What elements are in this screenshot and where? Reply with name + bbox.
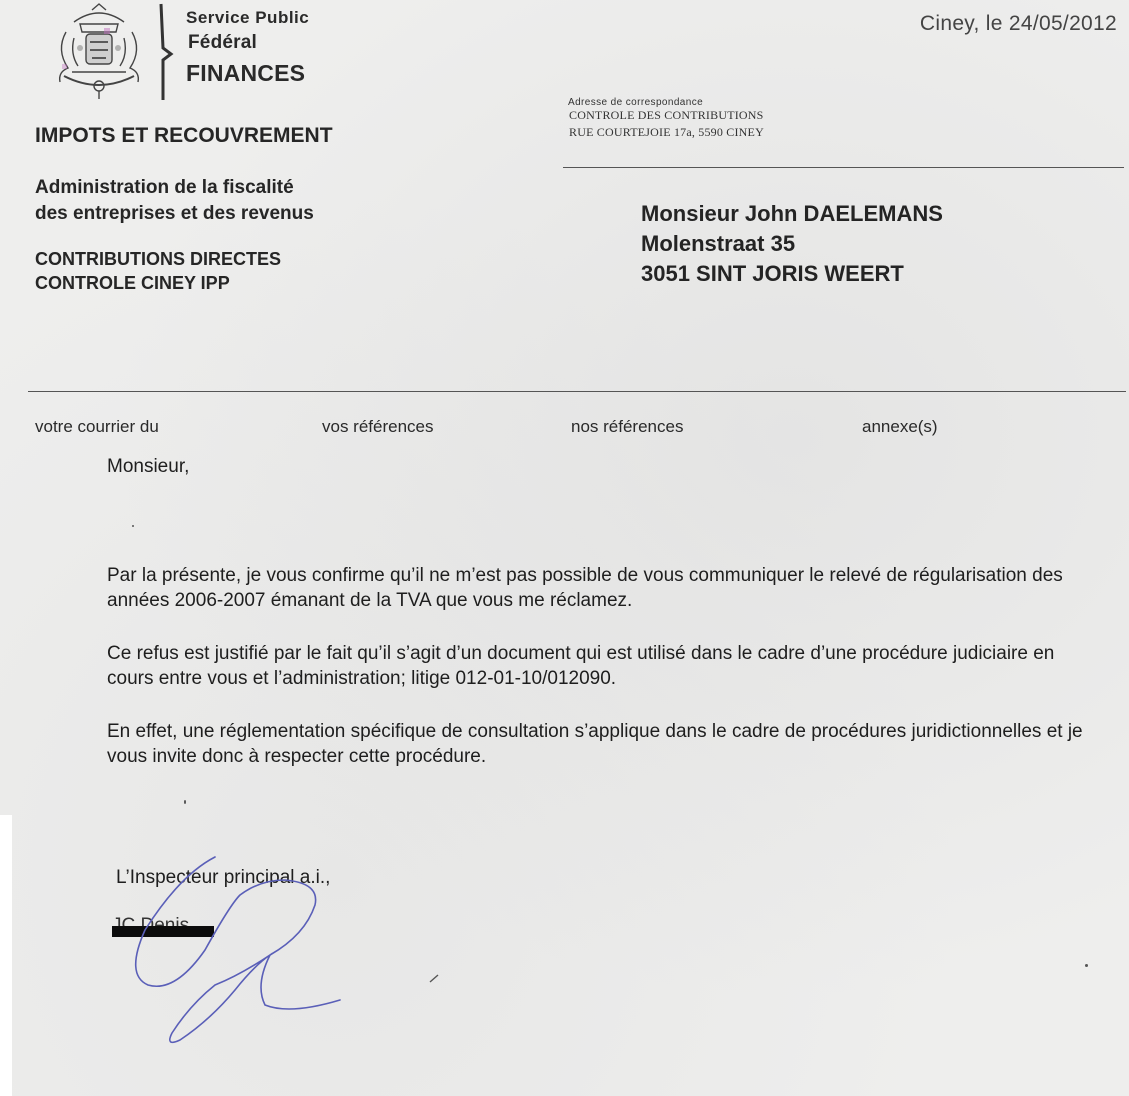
correspondence-line-2: RUE COURTEJOIE 17a, 5590 CINEY bbox=[569, 125, 764, 139]
ink-mark bbox=[428, 972, 442, 984]
department-title: IMPOTS ET RECOUVREMENT bbox=[35, 124, 333, 147]
references-divider bbox=[28, 391, 1126, 392]
correspondence-label: Adresse de correspondance bbox=[568, 97, 704, 108]
body-paragraph-1: Par la présente, je vous confirme qu’il ne m’est pas possible de vous communiquer le relevé de régularisation des années 2006-2007 émanant de la TVA que vous me réclamez. bbox=[107, 565, 1063, 611]
scan-edge bbox=[0, 815, 12, 1096]
recipient-street: Molenstraat 35 bbox=[641, 231, 796, 256]
scan-speck bbox=[1085, 964, 1088, 967]
body-paragraph-2: Ce refus est justifié par le fait qu’il s’agit d’un document qui est utilisé dans le cadre d’une procédure judiciaire en cours entre vous et l’administration; litige 012-01-10/012090. bbox=[107, 643, 1055, 689]
ref-nos-references: nos références bbox=[571, 417, 684, 436]
header-divider bbox=[563, 167, 1124, 168]
scan-speck bbox=[184, 800, 186, 804]
ref-annexes: annexe(s) bbox=[862, 417, 938, 436]
body-paragraph-3: En effet, une réglementation spécifique de consultation s’applique dans le cadre de procédures juridictionnelles et je vous invite donc à respecter cette procédure. bbox=[107, 721, 1083, 767]
salutation: Monsieur, bbox=[107, 456, 190, 477]
correspondence-line-1: CONTROLE DES CONTRIBUTIONS bbox=[569, 108, 764, 122]
ref-vos-references: vos références bbox=[322, 417, 434, 436]
handwritten-signature bbox=[120, 835, 360, 1050]
service-line-1: CONTRIBUTIONS DIRECTES bbox=[35, 249, 282, 269]
letter-date: Ciney, le 24/05/2012 bbox=[919, 12, 1117, 35]
service-public-text: Service Public bbox=[186, 8, 310, 27]
logo-bracket bbox=[157, 2, 181, 102]
service-line-2: CONTROLE CINEY IPP bbox=[35, 273, 230, 293]
ref-votre-courrier: votre courrier du bbox=[35, 417, 159, 436]
recipient-name: Monsieur John DAELEMANS bbox=[641, 201, 943, 226]
coat-of-arms-logo bbox=[44, 2, 154, 100]
federal-text: Fédéral bbox=[188, 32, 257, 53]
finances-text: FINANCES bbox=[186, 60, 306, 86]
administration-line-2: des entreprises et des revenus bbox=[35, 203, 314, 224]
administration-line-1: Administration de la fiscalité bbox=[35, 177, 294, 198]
signatory-title: L’Inspecteur principal a.i., bbox=[116, 867, 331, 888]
recipient-city: 3051 SINT JORIS WEERT bbox=[641, 261, 904, 286]
scan-speck bbox=[132, 525, 134, 527]
